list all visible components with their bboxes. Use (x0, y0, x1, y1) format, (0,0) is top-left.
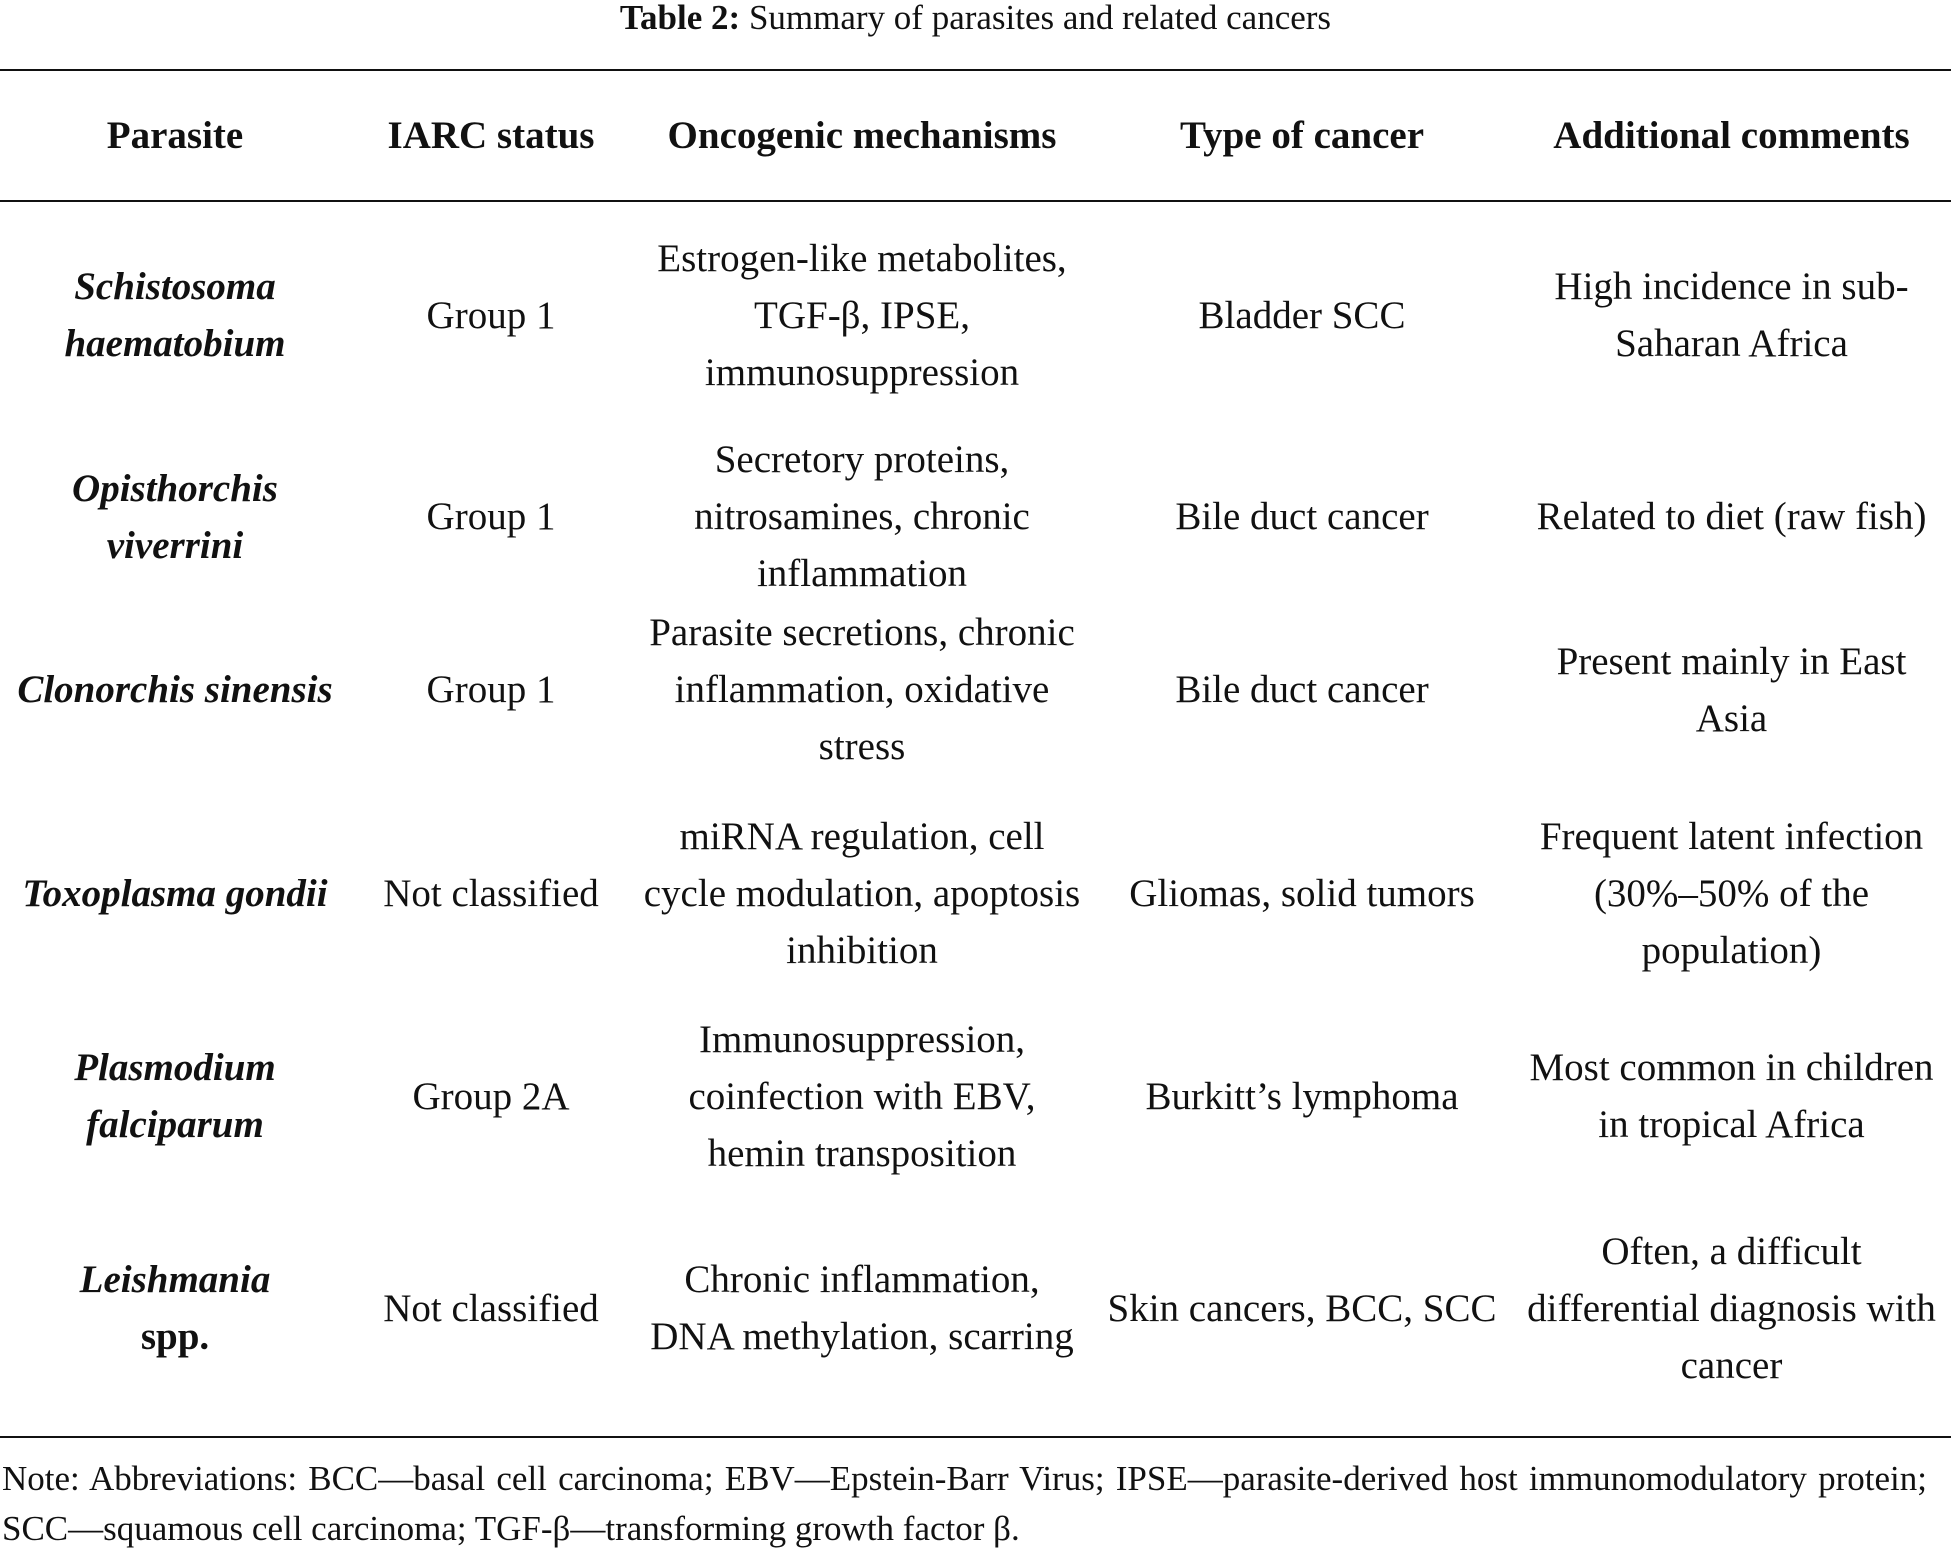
table-caption-text: Summary of parasites and related cancers (748, 0, 1332, 37)
cell-mechanisms: Estrogen-like metabolites, TGF-β, IPSE, immunosuppression (657, 236, 1067, 394)
cell-comments: Present mainly in East Asia (1556, 639, 1907, 740)
cell-mechanisms: Parasite secretions, chronic inflammation, oxidative stress (649, 611, 1075, 768)
table-caption-label: Table 2: (619, 0, 741, 37)
cell-iarc-status: Group 1 (426, 293, 556, 337)
cell-comments: Frequent latent infection (30%–50% of the population) (1539, 814, 1924, 972)
cell-iarc-status: Group 2A (412, 1074, 570, 1118)
table-note: Note: Abbreviations: BCC—basal cell carcinoma; EBV—Epstein-Barr Virus; IPSE—parasite-derived host immunomodulatory protein; SCC—squamous cell carcinoma; TGF-β—transforming growth factor β. (2, 1459, 1927, 1548)
cell-mechanisms: Chronic inflammation, DNA methylation, scarring (650, 1258, 1074, 1358)
cell-parasite-suffix: spp. (140, 1315, 210, 1358)
table-row (0, 1182, 1951, 1434)
table-bottom-rule (0, 1436, 1951, 1438)
cell-parasite (0, 1182, 350, 1434)
cell-parasite: Schistosoma haematobium (64, 265, 286, 365)
header-type-of-cancer: Type of cancer (1179, 114, 1425, 157)
cell-iarc-status: Not classified (383, 1286, 599, 1330)
cell-cancer-type: Bile duct cancer (1175, 668, 1429, 711)
table-row (0, 776, 1951, 1010)
table-row (0, 430, 1951, 603)
cell-iarc-status: Group 1 (426, 495, 556, 538)
cell-mechanisms: miRNA regulation, cell cycle modulation, apoptosis inhibition (643, 814, 1081, 972)
cell-mechanisms: Secretory proteins, nitrosamines, chronic inflammation (694, 438, 1030, 595)
table-row (0, 200, 1951, 430)
cell-parasite-genus: Leishmania (79, 1258, 271, 1301)
cell-parasite: Clonorchis sinensis (17, 668, 333, 711)
cell-parasite: Opisthorchis viverrini (72, 466, 278, 567)
cell-mechanisms: Immunosuppression, coinfection with EBV, hemin transposition (688, 1017, 1036, 1175)
parasite-cancer-table (0, 71, 1951, 1434)
cell-comments: High incidence in sub-Saharan Africa (1554, 265, 1909, 365)
header-oncogenic-mechanisms: Oncogenic mechanisms (667, 114, 1057, 157)
cell-cancer-type: Bladder SCC (1198, 293, 1406, 337)
table-caption (0, 0, 1951, 36)
table-row (0, 1010, 1951, 1182)
cell-comments: Often, a difficult differential diagnosis with cancer (1527, 1229, 1936, 1387)
cell-comments: Related to diet (raw fish) (1536, 495, 1927, 538)
cell-cancer-type: Skin cancers, BCC, SCC (1107, 1286, 1497, 1330)
cell-parasite: Plasmodium falciparum (74, 1046, 276, 1146)
cell-parasite: Toxoplasma gondii (22, 871, 328, 915)
cell-iarc-status: Group 1 (426, 668, 556, 711)
header-parasite: Parasite (106, 114, 244, 157)
table-header-row (0, 71, 1951, 200)
header-additional-comments: Additional comments (1553, 114, 1910, 157)
cell-cancer-type: Bile duct cancer (1175, 495, 1429, 538)
cell-iarc-status: Not classified (383, 871, 599, 915)
header-iarc-status: IARC status (387, 114, 595, 157)
table-row (0, 603, 1951, 776)
cell-cancer-type: Burkitt’s lymphoma (1145, 1074, 1459, 1118)
cell-comments: Most common in children in tropical Africa (1529, 1046, 1934, 1146)
cell-cancer-type: Gliomas, solid tumors (1129, 871, 1475, 915)
